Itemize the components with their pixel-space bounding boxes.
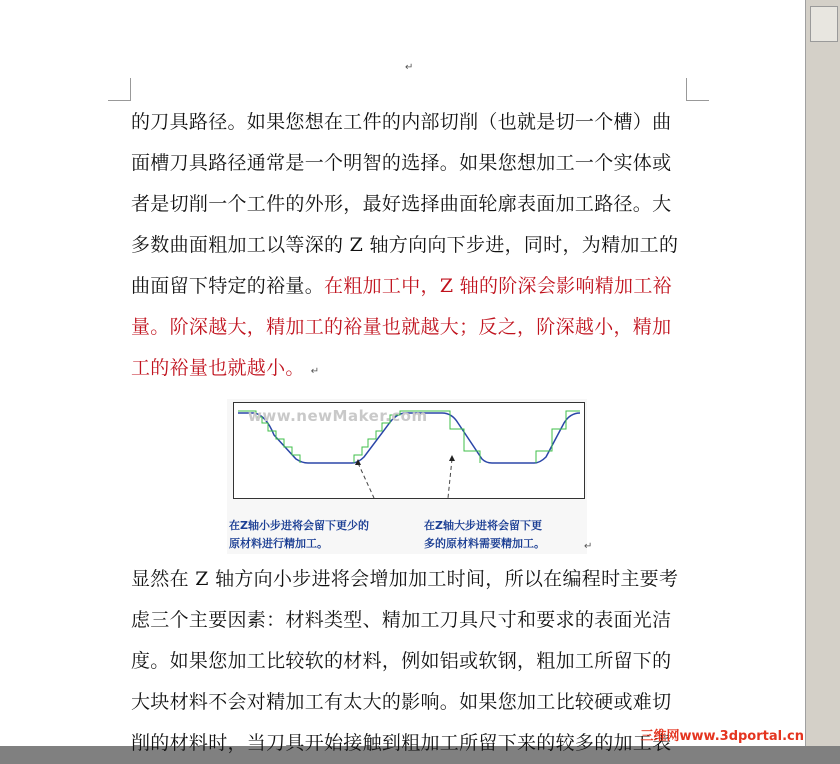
- highlighted-line: 量。阶深越大，精加工的裕量也就越大；反之，阶深越小，精加: [131, 316, 672, 338]
- scrollbar-thumb[interactable]: [810, 6, 838, 42]
- vertical-scrollbar[interactable]: [805, 0, 840, 746]
- pointer-arrow-right: [449, 455, 455, 461]
- text-line: 大块材料不会对精加工有太大的影响。如果您加工比较硬或难切: [131, 691, 672, 713]
- figure-watermark: www.newMaker.com: [248, 407, 428, 425]
- caption-line: 在Z轴小步进将会留下更少的: [229, 519, 369, 532]
- text-line: [131, 266, 688, 307]
- text-line: 面槽刀具路径通常是一个明智的选择。如果您想加工一个实体或: [131, 152, 672, 174]
- text-line: 者是切削一个工件的外形，最好选择曲面轮廓表面加工路径。大: [131, 193, 672, 215]
- highlighted-text: 工的裕量也就越小。: [131, 357, 305, 379]
- text-line: 削的材料时，当刀具开始接触到粗加工所留下来的较多的加工表: [131, 732, 672, 754]
- text-line: 的刀具路径。如果您想在工件的内部切削（也就是切一个槽）曲: [131, 111, 672, 133]
- paragraph-mark: ↵: [405, 62, 414, 73]
- text-line: [131, 348, 688, 392]
- paragraph-2: [131, 559, 688, 764]
- step-depth-figure[interactable]: [227, 399, 587, 554]
- caption-line: 原材料进行精加工。: [229, 537, 328, 550]
- large-step-path: [440, 411, 480, 463]
- pointer-line-left: [358, 463, 374, 498]
- crop-mark-top-left: [108, 78, 131, 101]
- caption-small-step: [229, 517, 409, 553]
- caption-line: 在Z轴大步进将会留下更: [424, 519, 542, 532]
- crop-mark-top-right: [686, 78, 709, 101]
- text-line: 多数曲面粗加工以等深的 Z 轴方向向下步进，同时，为精加工的: [131, 234, 679, 256]
- large-step-path: [536, 411, 580, 463]
- paragraph-1: [131, 102, 688, 392]
- text-line: 虑三个主要因素：材料类型、精加工刀具尺寸和要求的表面光洁: [131, 609, 672, 631]
- paragraph-mark: ↵: [584, 541, 593, 552]
- figure-frame: [233, 402, 585, 499]
- paragraph-mark: ↵: [310, 366, 320, 377]
- text-span: 曲面留下特定的裕量。: [131, 275, 325, 297]
- text-line: 显然在 Z 轴方向小步进将会增加加工时间，所以在编程时主要考: [131, 568, 679, 590]
- highlighted-text: 在粗加工中，Z 轴的阶深会影响精加工裕: [324, 275, 672, 297]
- site-brand-watermark: 三维网www.3dportal.cn: [640, 729, 804, 744]
- caption-line: 多的原材料需要精加工。: [424, 537, 545, 550]
- text-line: 度。如果您加工比较软的材料，例如铝或软钢，粗加工所留下的: [131, 650, 672, 672]
- caption-large-step: [424, 517, 594, 553]
- pointer-line-right: [448, 459, 452, 498]
